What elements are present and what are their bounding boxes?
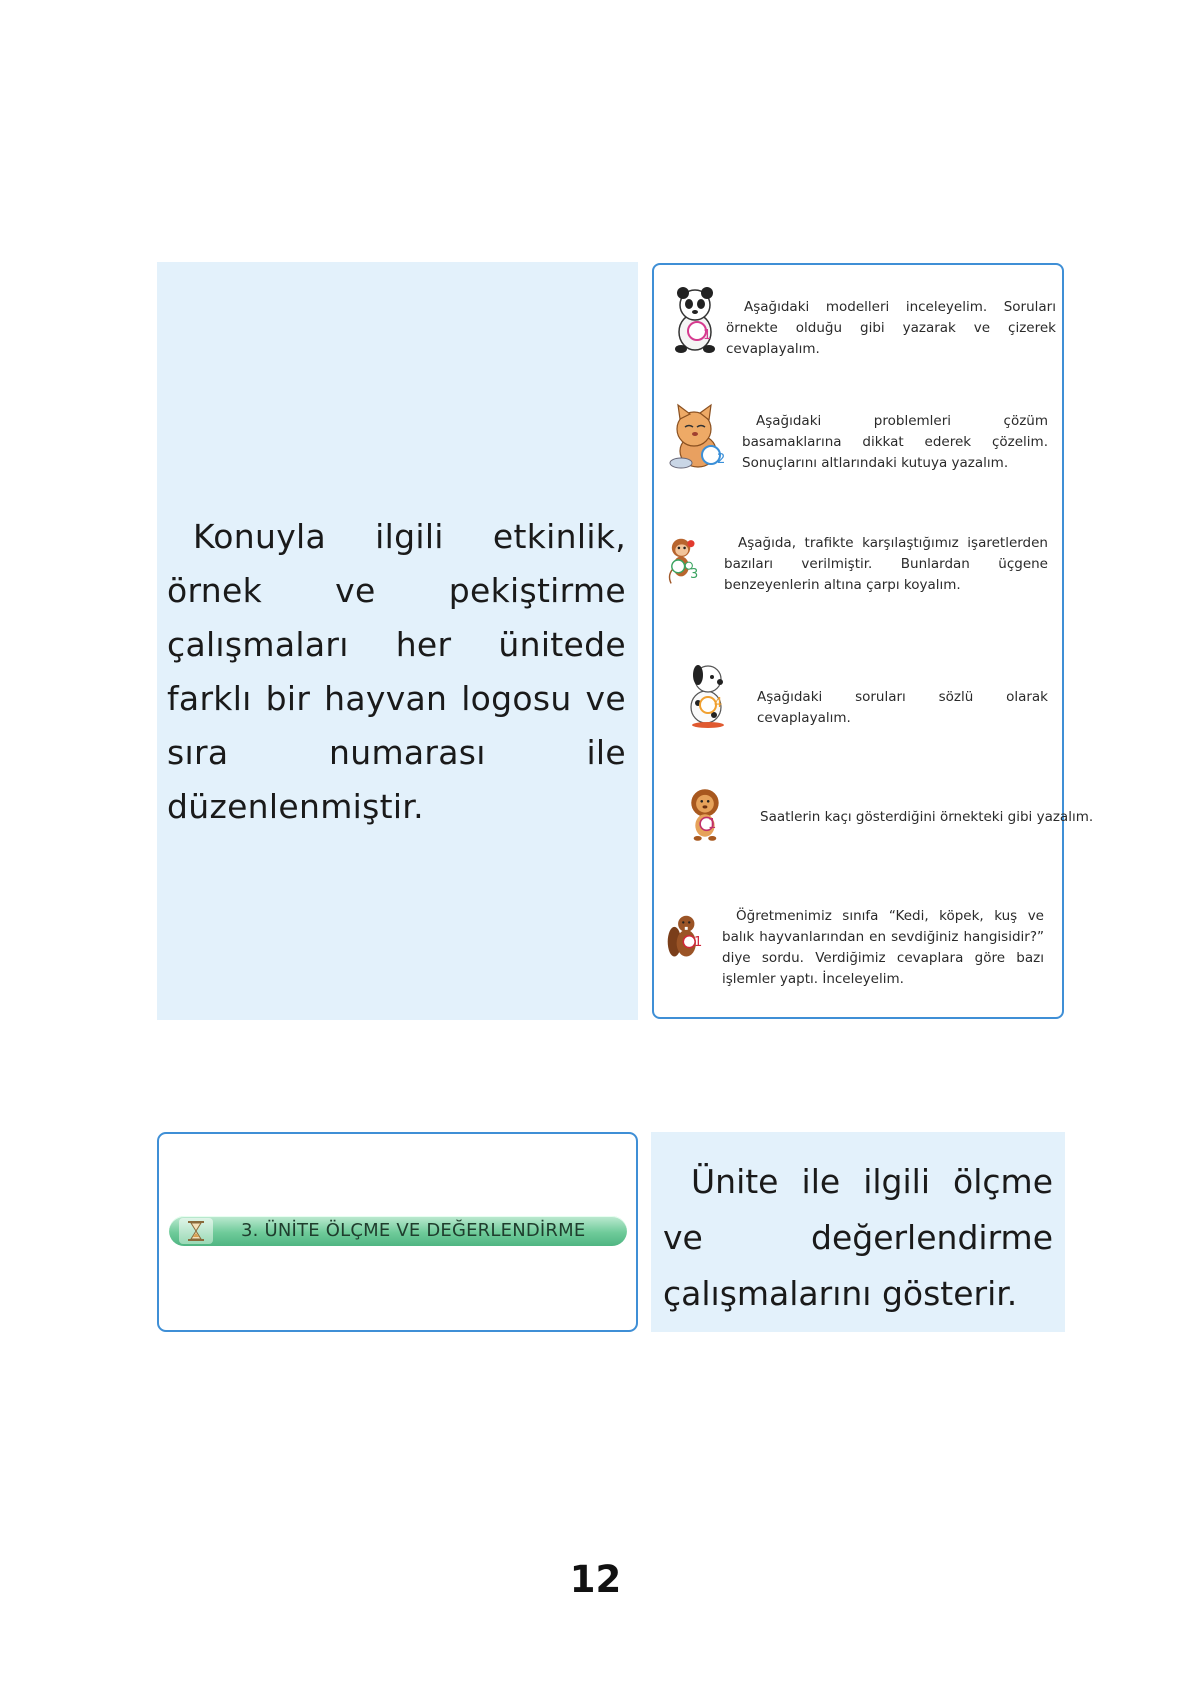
evaluation-banner-box [157,1132,638,1332]
evaluation-banner [169,1216,627,1246]
panda-icon [664,285,726,355]
legend-text-5: Saatlerin kaçı gösterdiğini örnekteki gibi yazalım. [760,809,1094,825]
intro-panel [157,262,638,1020]
legend-item-dog [664,659,1056,739]
badge-number-2: 2 [717,452,726,467]
legend-text-4: Aşağıdaki soruları sözlü olarak cevaplayalım. [757,689,1048,726]
monkey-icon [664,525,708,595]
dog-icon [678,659,740,729]
evaluation-description-text: Ünite ile ilgili ölçme ve değerlendirme çalışmalarını gösterir. [663,1162,1053,1313]
page-number: 12 [569,1558,622,1601]
lion-icon [684,780,734,850]
evaluation-banner-label: 3. ÜNİTE ÖLÇME VE DEĞERLENDİRME [241,1220,586,1241]
badge-number-3: 3 [690,567,699,582]
hourglass-icon [179,1218,213,1244]
legend-text-6: Öğretmenimiz sınıfa “Kedi, köpek, kuş ve balık hayvanlarından en sevdiğiniz hangisidir?” diye sordu. Verdiğimiz cevaplara göre bazı işlemler yaptı. İnceleyelim. [722,908,1044,987]
legend-item-monkey [664,525,1056,605]
legend-item-cat [664,403,1056,483]
beaver-icon [664,903,710,973]
badge-number-6: 1 [694,935,703,950]
badge-number-4: 4 [714,696,723,711]
badge-number-5: 1 [708,817,717,832]
legend-text-3: Aşağıda, trafikte karşılaştığımız işaretlerden bazıları verilmiştir. Bunlardan üçgene benzeyenlerin altına çarpı koyalım. [724,535,1048,593]
intro-text: Konuyla ilgili etkinlik, örnek ve pekiştirme çalışmaları her ünitede farklı bir hayvan logosu ve sıra numarası ile düzenlenmiştir. [167,517,626,826]
activity-legend-box [652,263,1094,1019]
evaluation-description-panel [651,1132,1065,1332]
badge-number-1: 1 [703,328,712,343]
legend-text-2: Aşağıdaki problemleri çözüm basamaklarına dikkat ederek çözelim. Sonuçlarını altlarındaki kutuya yazalım. [742,413,1048,471]
legend-item-panda [664,285,1056,365]
legend-text-1: Aşağıdaki modelleri inceleyelim. Soruları örnekte olduğu gibi yazarak ve çizerek cevaplayalım. [726,299,1056,357]
legend-item-beaver [664,903,1056,998]
legend-item-lion [664,780,1094,860]
